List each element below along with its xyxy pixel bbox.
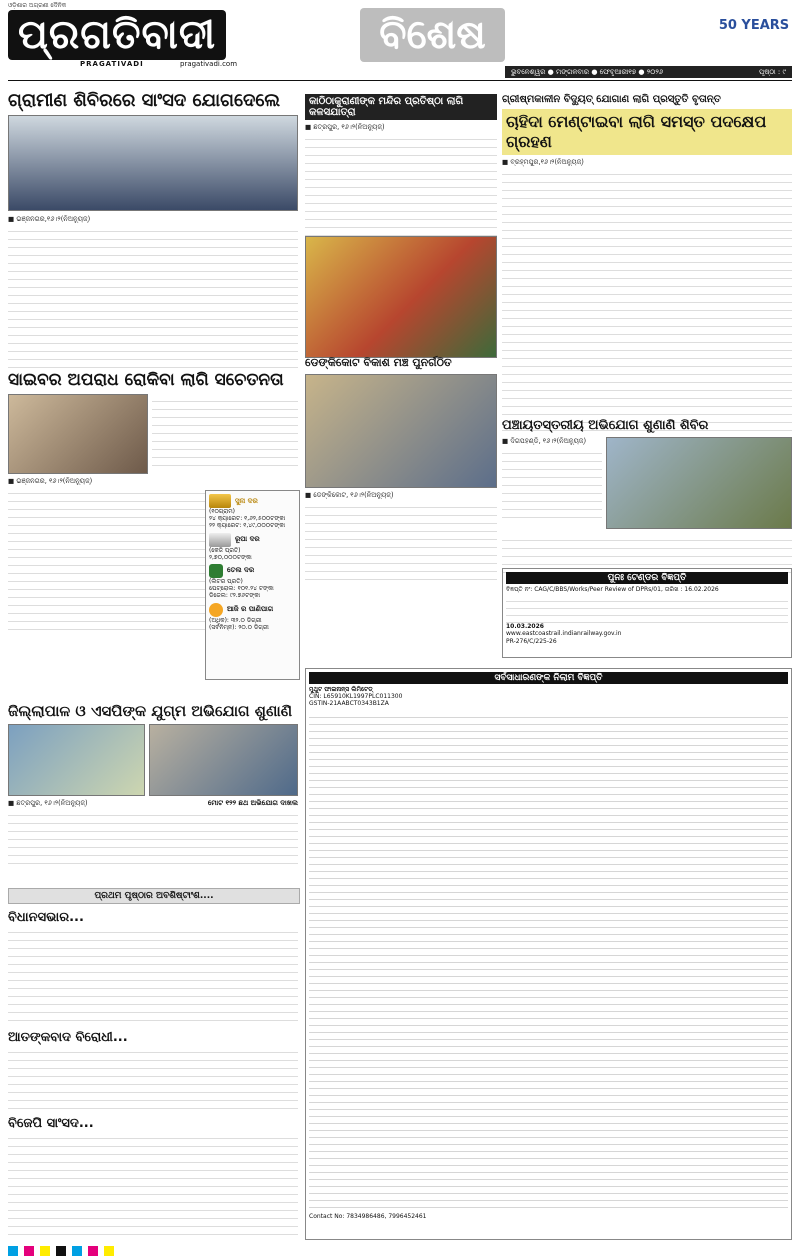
silver-label: ରୂପା ଦର xyxy=(235,535,260,544)
continued-2 xyxy=(8,1030,298,1109)
color-marks xyxy=(8,1246,114,1256)
masthead-tagline: ଓଡ଼ିଶାର ଅଗ୍ରଣୀ ଦୈନିକ xyxy=(8,2,67,9)
gold-coin-icon xyxy=(209,494,231,508)
tender-code: PR-276/C/225-26 xyxy=(506,637,557,645)
article-3-byline: ■ ବ୍ରହ୍ମପୁର,୧୬।୨(ନିଅନ୍ୟୁଜ୍) xyxy=(502,158,584,166)
article-4-side-text xyxy=(152,394,298,472)
rates-box xyxy=(205,490,300,680)
masthead-logo xyxy=(8,10,226,60)
silver-unit: (କେଜି ପ୍ରତି) xyxy=(209,546,241,554)
article-4-byline: ■ ଭଞ୍ଜନଗର, ୧୬।୨(ନିଅନ୍ୟୁଜ୍) xyxy=(8,477,93,485)
article-1-byline: ■ ଭଞ୍ଜନଗର,୧୬।୨(ନିଅନ୍ୟୁଜ୍) xyxy=(8,215,91,223)
anniversary-badge: 50 YEARS xyxy=(718,17,790,33)
color-mark xyxy=(104,1246,114,1256)
petrol-rate: ପେଟ୍ରୋଲ: ୧୦୧.୨୪ ଟଙ୍କା xyxy=(209,585,274,593)
article-7-photo-2 xyxy=(149,724,298,796)
article-5-body xyxy=(305,500,497,580)
continued-2-headline: ଆତଙ୍କବାଦ ବିରୋଧୀ... xyxy=(8,1030,128,1045)
continued-2-body xyxy=(8,1045,298,1109)
dateline-bar xyxy=(505,66,792,78)
article-7-body xyxy=(8,808,298,864)
auction-title: ସର୍ବସାଧାରଣଙ୍କ ନିଲାମ ବିଜ୍ଞପ୍ତି xyxy=(309,672,788,684)
article-5-photo xyxy=(305,374,497,488)
continued-1-headline: ବିଧାନସଭାର... xyxy=(8,910,84,925)
auction-body xyxy=(309,711,788,1211)
article-2-byline: ■ ଛତ୍ରପୁର, ୧୬।୨(ନିଅନ୍ୟୁଜ୍) xyxy=(305,123,385,131)
logo-text: ପ୍ରଗତିବାଦୀ xyxy=(8,10,226,60)
tender-deadline: 10.03.2026 xyxy=(506,623,544,631)
article-5-headline: ଡେଙ୍କିକୋଟ ବିକାଶ ମଞ୍ଚ ପୁନର୍ଗଠିତ xyxy=(305,356,452,369)
article-6-text-col xyxy=(502,437,602,529)
article-6-body xyxy=(502,533,792,573)
article-4-headline: ସାଇବର ଅପରାଧ ରୋକିବା ଲାଗି ସଚେତନତା xyxy=(8,370,284,390)
article-4-photo xyxy=(8,394,148,474)
gold-rate-24k: ୨୪ କ୍ୟାରେଟ: ୧,୬୨,୫୦୦ଟଙ୍କା xyxy=(209,515,286,523)
article-7-headline: ଜିଲ୍ଲାପାଳ ଓ ଏସପିଙ୍କ ଯୁଗ୍ମ ଅଭିଯୋଗ ଶୁଣାଣି xyxy=(8,702,293,720)
article-1-photo xyxy=(8,115,298,211)
auction-company: ମୁଥୁଟ ଫାଇନାନ୍ସ ଲିମିଟେଡ୍ xyxy=(309,686,373,693)
weather-sun-icon xyxy=(209,603,223,617)
article-6-byline: ■ ଦିଗପହଣ୍ଡି, ୧୬।୨(ନିଅନ୍ୟୁଜ୍) xyxy=(502,437,587,445)
weather-label: ଆଜି ର ପାଣିପାଗ xyxy=(227,605,274,613)
color-mark xyxy=(56,1246,66,1256)
article-7-byline: ■ ଛତ୍ରପୁର, ୧୬।୨(ନିଅନ୍ୟୁଜ୍) xyxy=(8,799,88,807)
article-3 xyxy=(502,94,792,435)
tender-body xyxy=(506,595,788,623)
article-3-body xyxy=(502,167,792,435)
article-5 xyxy=(305,356,497,580)
continuation-bar: ପ୍ରଥମ ପୃଷ୍ଠାର ଅବଶିଷ୍ଟାଂଶ.... xyxy=(8,888,300,904)
tender-site: www.eastcoastrail.indianrailway.gov.in xyxy=(506,630,622,638)
continued-1-body xyxy=(8,925,298,1025)
page-label: ପୃଷ୍ଠା : ୯ xyxy=(759,67,786,76)
article-5-byline: ■ ଡେଙ୍କିକୋଟ, ୧୬।୨(ନିଅନ୍ୟୁଜ୍) xyxy=(305,491,394,499)
tender-title: ପୁନଃ ଟେଣ୍ଡର ବିଜ୍ଞପ୍ତି xyxy=(506,572,788,584)
section-title-box xyxy=(360,8,505,62)
fuel-label: ତେଲ ଦର xyxy=(227,566,255,575)
gold-unit: (୧୦ଗ୍ରାମ) xyxy=(209,508,236,515)
article-7-kicker: ମୋଟ ୧୨୨ ଛଥ ଅଭିଯୋଗ ଦାଖଲ xyxy=(207,799,298,807)
continued-3 xyxy=(8,1116,298,1241)
auction-gstin: GSTIN-21AABCT0343B1ZA xyxy=(309,700,389,708)
silver-bar-icon xyxy=(209,533,231,547)
tender-ref: ବିଜ୍ଞପ୍ତି ନଂ: CAG/C/BBS/Works/Peer Review of DPRs/01, ତାରିଖ : 16.02.2026 xyxy=(506,586,719,593)
article-1-headline: ଗ୍ରାମୀଣ ଶିବିରରେ ସାଂସଦ ଯୋଗଦେଲେ xyxy=(8,90,281,111)
article-3-kicker: ଗ୍ରୀଷ୍ମକାଳୀନ ବିଦ୍ୟୁତ୍ ଯୋଗାଣ ଲାଗି ପ୍ରସ୍ତୁତି ବୃତାନ୍ତ xyxy=(502,94,721,105)
temp-max: (ଅଧିକ): ୩୨.୦ ଡିଗ୍ରୀ xyxy=(209,616,262,624)
article-1 xyxy=(8,90,298,368)
temp-min: (ସର୍ବନିମ୍ନ): ୨୦.୦ ଡିଗ୍ରୀ xyxy=(209,623,269,631)
gold-rate-22k: ୨୨ କ୍ୟାରେଟ: ୧,୪୯,୦୦୦ଟଙ୍କା xyxy=(209,522,286,530)
color-mark xyxy=(40,1246,50,1256)
fuel-unit: (ଲିଟର ପ୍ରତି) xyxy=(209,577,243,585)
color-mark xyxy=(24,1246,34,1256)
continued-3-body xyxy=(8,1131,298,1241)
continued-3-headline: ବିଜେପି ସାଂସଦ... xyxy=(8,1116,94,1131)
article-6-photo xyxy=(606,437,792,529)
article-2-photo xyxy=(305,236,497,358)
article-6 xyxy=(502,418,792,573)
color-mark xyxy=(88,1246,98,1256)
masthead-divider xyxy=(8,80,792,81)
gold-label: ସୁନା ଦର xyxy=(235,496,258,505)
article-7-photo-1 xyxy=(8,724,145,796)
silver-rate: ୨,୭୦,୦୦୦ଟଙ୍କା xyxy=(209,553,252,561)
section-title: ବିଶେଷ xyxy=(379,12,486,58)
article-3-headline: ଚାହିଦା ମେଣ୍ଟାଇବା ଲାଗି ସମସ୍ତ ପଦକ୍ଷେପ ଗ୍ରହଣ xyxy=(502,109,792,155)
continued-1 xyxy=(8,910,298,1025)
dateline: ଭୁବନେଶ୍ୱର ● ମଙ୍ଗଳବାର ● ଫେବୃଆରୀ୧୭ ● ୨୦୨୬ xyxy=(511,67,664,76)
diesel-rate: ଡିଜେଲ: ୯୨.୭୬ଟଙ୍କା xyxy=(209,592,260,600)
logo-sub: PRAGATIVADI xyxy=(80,60,144,68)
article-2 xyxy=(305,94,497,358)
website: pragativadi.com xyxy=(180,60,238,68)
tender-notice xyxy=(502,568,792,658)
auction-notice xyxy=(305,668,792,1240)
auction-contact: Contact No: 7834986486, 7996452461 xyxy=(309,1212,427,1220)
article-2-headline: କାଠିଠାକୁରାଣୀଙ୍କ ମନ୍ଦିର ପ୍ରତିଷ୍ଠା ଲାଗି କଳସଯାତ୍ରା xyxy=(305,94,497,120)
article-7 xyxy=(8,702,298,864)
color-mark xyxy=(72,1246,82,1256)
article-1-body xyxy=(8,224,298,368)
article-6-headline: ପଞ୍ଚାୟତସ୍ତରୀୟ ଅଭିଯୋଗ ଶୁଣାଣି ଶିବିର xyxy=(502,418,709,433)
fuel-pump-icon xyxy=(209,564,223,578)
auction-cin: CIN: L65910KL1997PLC011300 xyxy=(309,693,403,701)
color-mark xyxy=(8,1246,18,1256)
article-2-body xyxy=(305,132,497,236)
